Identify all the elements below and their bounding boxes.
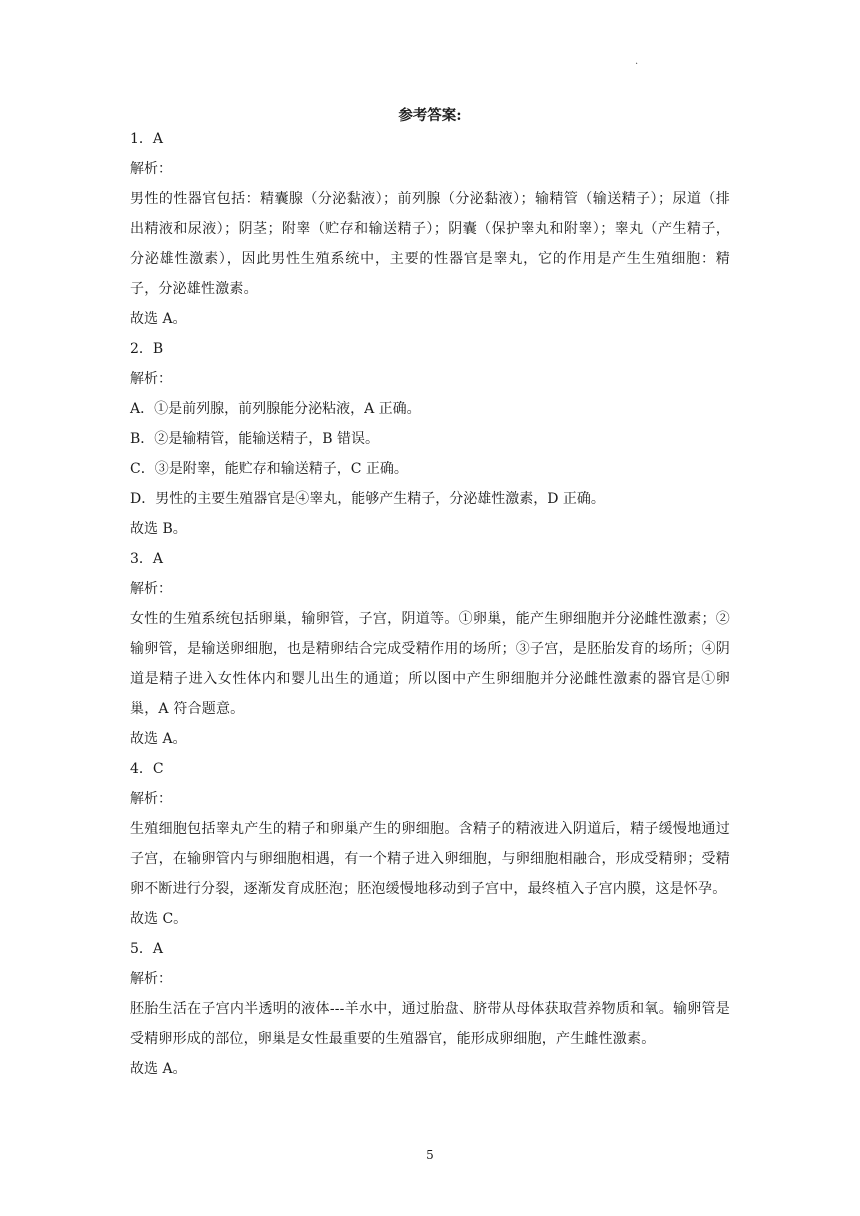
- answer-4: [130, 754, 730, 934]
- answer-1: [130, 124, 730, 334]
- answer-conclusion: 故选 A。: [130, 1061, 187, 1077]
- analysis-text: 胚胎生活在子宫内半透明的液体---羊水中，通过胎盘、脐带从母体获取营养物质和氧。输卵管是受精卵形成的部位，卵巢是女性最重要的生殖器官，能形成卵细胞，产生雌性激素。: [130, 1001, 730, 1047]
- analysis-label: 解析：: [130, 581, 172, 597]
- answer-number: 5．A: [130, 941, 164, 957]
- answer-number: 3．A: [130, 551, 164, 567]
- analysis-option-d: D．男性的主要生殖器官是④睾丸，能够产生精子，分泌雄性激素，D 正确。: [130, 491, 605, 507]
- analysis-text: 生殖细胞包括睾丸产生的精子和卵巢产生的卵细胞。含精子的精液进入阴道后，精子缓慢地通过子宫，在输卵管内与卵细胞相遇，有一个精子进入卵细胞，与卵细胞相融合，形成受精卵；受精卵不断进行分裂，逐渐发育成胚泡；胚泡缓慢地移动到子宫中，最终植入子宫内膜，这是怀孕。: [130, 821, 730, 897]
- analysis-option-c: C．③是附睾，能贮存和输送精子，C 正确。: [130, 461, 408, 477]
- answer-conclusion: 故选 C。: [130, 911, 188, 927]
- analysis-label: 解析：: [130, 971, 172, 987]
- analysis-label: 解析：: [130, 371, 172, 387]
- answer-content: [130, 124, 730, 1084]
- analysis-option-a: A．①是前列腺，前列腺能分泌粘液，A 正确。: [130, 401, 421, 417]
- answer-number: 1．A: [130, 131, 164, 147]
- analysis-label: 解析：: [130, 791, 172, 807]
- answer-3: [130, 544, 730, 754]
- answer-number: 2．B: [130, 341, 164, 357]
- answer-5: [130, 934, 730, 1084]
- analysis-text: 女性的生殖系统包括卵巢，输卵管，子宫，阴道等。①卵巢，能产生卵细胞并分泌雌性激素；②输卵管，是输送卵细胞，也是精卵结合完成受精作用的场所；③子宫，是胚胎发育的场所；④阴道是精子进入女性体内和婴儿出生的通道；所以图中产生卵细胞并分泌雌性激素的器官是①卵巢，A 符合题意。: [130, 611, 730, 717]
- analysis-label: 解析：: [130, 161, 172, 177]
- answer-conclusion: 故选 B。: [130, 521, 187, 537]
- analysis-text: 男性的性器官包括：精囊腺（分泌黏液）；前列腺（分泌黏液）；输精管（输送精子）；尿道（排出精液和尿液）；阴茎；附睾（贮存和输送精子）；阴囊（保护睾丸和附睾）；睾丸（产生精子，分泌雄性激素），因此男性生殖系统中，主要的性器官是睾丸，它的作用是产生生殖细胞：精子，分泌雄性激素。: [130, 191, 730, 297]
- answer-2: [130, 334, 730, 544]
- analysis-option-b: B．②是输精管，能输送精子，B 错误。: [130, 431, 380, 447]
- answer-number: 4．C: [130, 761, 164, 777]
- answer-conclusion: 故选 A。: [130, 311, 187, 327]
- header-dot: .: [635, 56, 639, 67]
- page-title: 参考答案:: [398, 107, 462, 124]
- page-number: 5: [426, 1148, 434, 1162]
- answer-conclusion: 故选 A。: [130, 731, 187, 747]
